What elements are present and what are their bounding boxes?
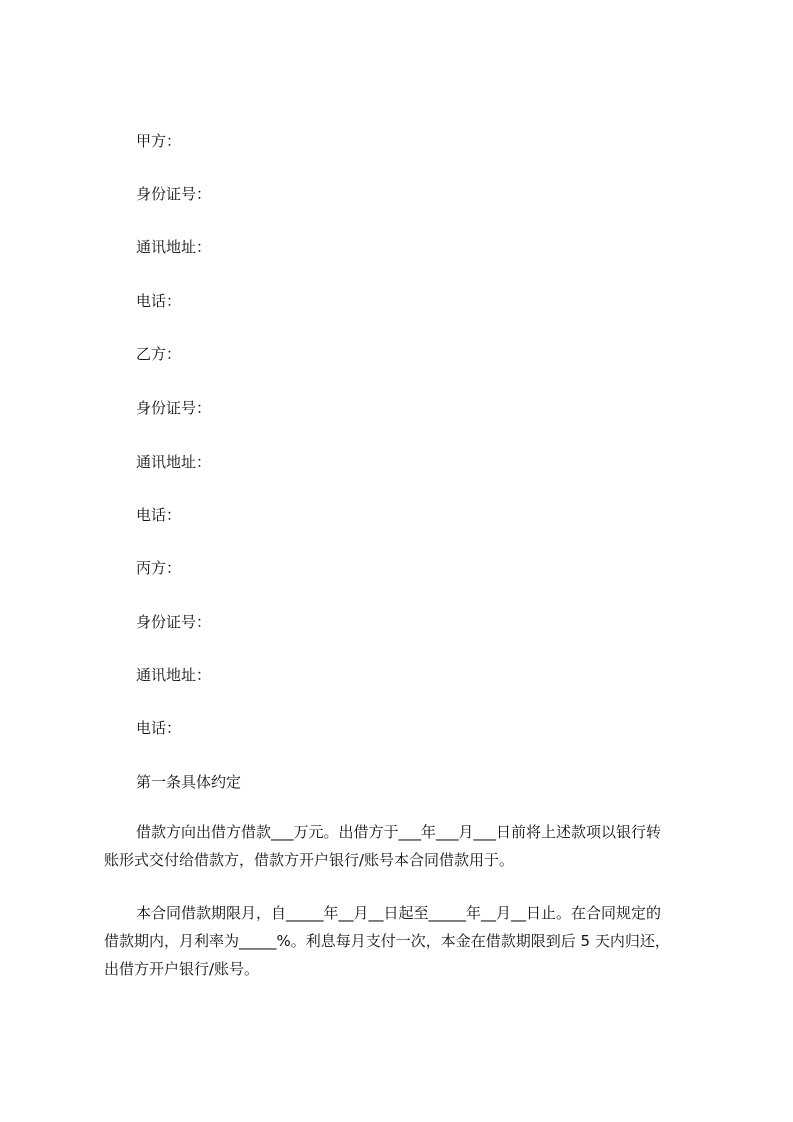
article-title: 第一条具体约定 [136, 773, 242, 791]
party-a-address-label: 通讯地址： [136, 238, 212, 256]
party-a-phone-label: 电话： [136, 292, 182, 310]
party-b-address-label: 通讯地址： [136, 453, 212, 471]
party-c-phone-label: 电话： [136, 719, 182, 737]
party-c-label: 丙方： [136, 559, 182, 577]
party-b-id-label: 身份证号： [136, 399, 212, 417]
paragraph-line: 出借方开户银行/账号。 [104, 960, 260, 978]
party-a-label: 甲方： [136, 132, 182, 150]
paragraph-line: 借款期内，月利率为_____%。利息每月支付一次，本金在借款期限到后 5 天内归还， [104, 932, 670, 950]
party-c-address-label: 通讯地址： [136, 666, 212, 684]
party-b-phone-label: 电话： [136, 506, 182, 524]
paragraph-loan-term [104, 899, 704, 983]
paragraph-line: 借款方向出借方借款___万元。出借方于___年___月___日前将上述款项以银行转 [136, 823, 662, 841]
party-a-id-label: 身份证号： [136, 185, 212, 203]
party-b-label: 乙方： [136, 345, 182, 363]
paragraph-line: 本合同借款期限月，自_____年__月__日起至_____年__月__日止。在合同规定的 [136, 904, 662, 922]
paragraph-line: 账形式交付给借款方，借款方开户银行/账号本合同借款用于。 [104, 851, 515, 869]
party-c-id-label: 身份证号： [136, 613, 212, 631]
paragraph-loan-amount [104, 818, 704, 874]
